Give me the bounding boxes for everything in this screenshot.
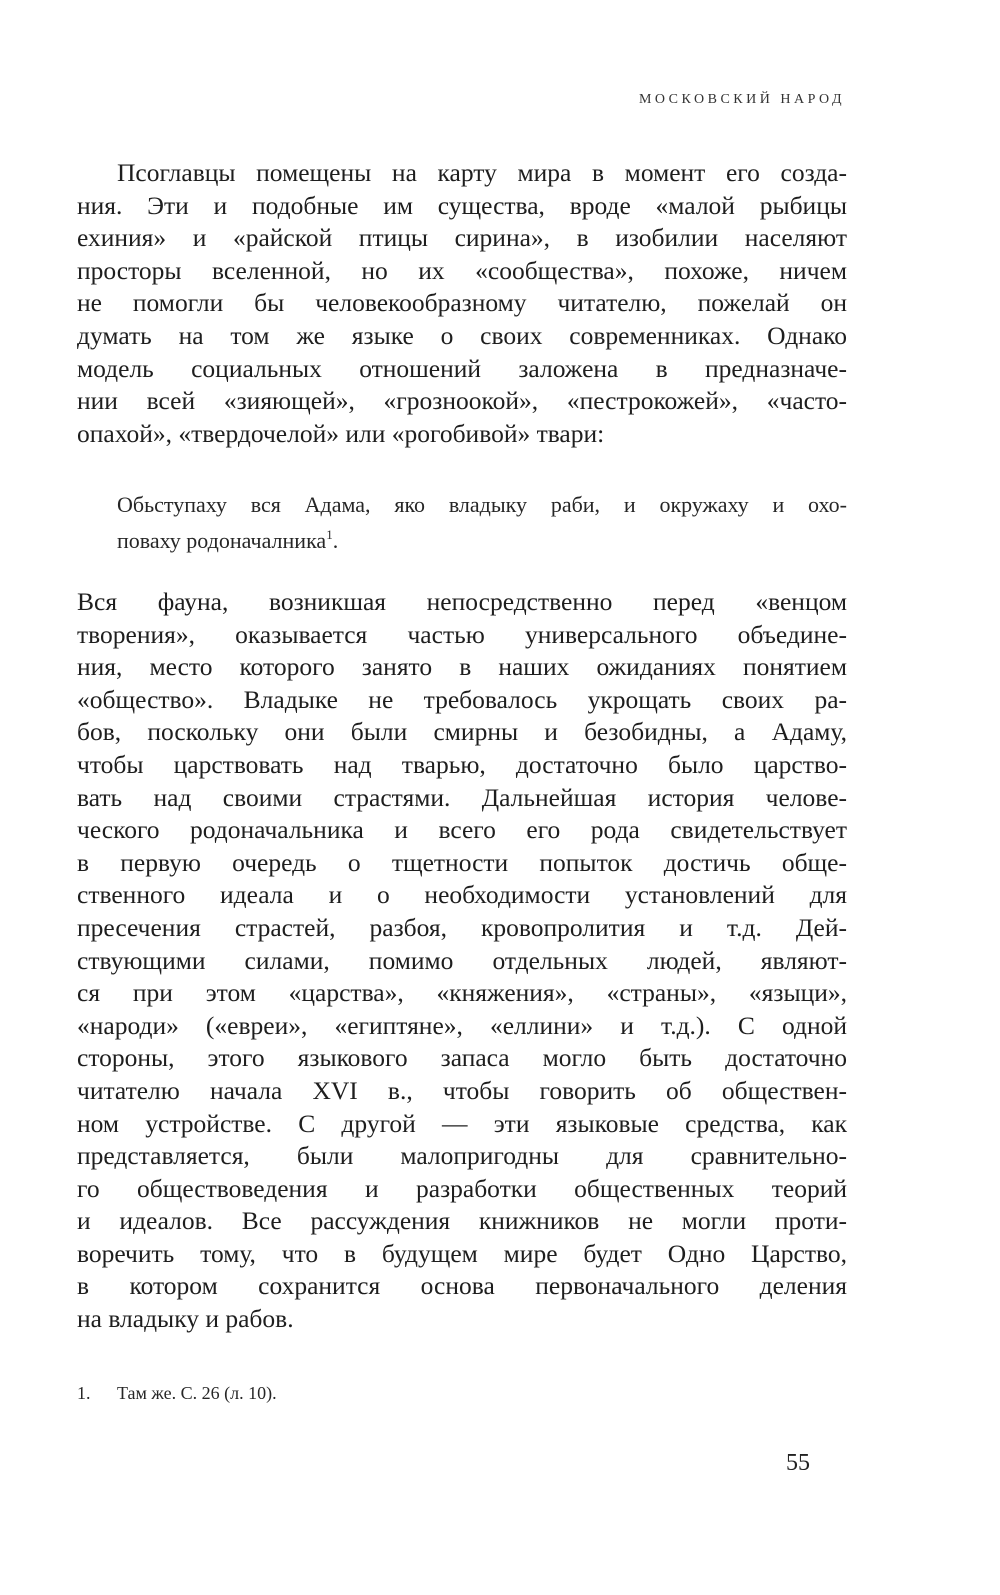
text-line: ствующими силами, помимо отдельных людей, являют- bbox=[77, 945, 847, 975]
text-line: ном устройстве. С другой — эти языковые средства, как bbox=[77, 1108, 847, 1138]
text-line: нии всей «зияющей», «грозноокой», «пестрокожей», «часто- bbox=[77, 386, 847, 416]
text-line: ния, место которого занято в наших ожиданиях понятием bbox=[77, 652, 847, 682]
footnote bbox=[77, 1383, 277, 1404]
text-line: читателю начала XVI в., чтобы говорить об обществен- bbox=[77, 1075, 847, 1105]
text-line: модель социальных отношений заложена в предназначе- bbox=[77, 353, 847, 383]
text-line: «общество». Владыке не требовалось укрощать своих ра- bbox=[77, 684, 847, 714]
quote-line-end: . bbox=[332, 528, 339, 553]
footnote-text: Там же. С. 26 (л. 10). bbox=[117, 1383, 277, 1403]
text-line: го обществоведения и разработки общественных теорий bbox=[77, 1173, 847, 1203]
footnote-number: 1. bbox=[77, 1383, 91, 1403]
text-line: чтобы царствовать над тварью, достаточно было царство- bbox=[77, 749, 847, 779]
text-line: в котором сохранится основа первоначального деления bbox=[77, 1271, 847, 1301]
text-line: думать на том же языке о своих современниках. Однако bbox=[77, 320, 847, 350]
text-line: ся при этом «царства», «княжения», «страны», «языци», bbox=[77, 978, 847, 1008]
text-line: пресечения страстей, разбоя, кровопролития и т.д. Дей- bbox=[77, 912, 847, 942]
text-line: бов, поскольку они были смирны и безобидны, а Адаму, bbox=[77, 717, 847, 747]
quote-line: Обьступаху вся Адама, яко владыку раби, и окружаху и охо- bbox=[117, 492, 847, 517]
text-line: вать над своими страстями. Дальнейшая история челове- bbox=[77, 782, 847, 812]
quote-line-text: поваху родоначалника bbox=[117, 528, 327, 553]
text-line: на владыку и рабов. bbox=[77, 1304, 294, 1334]
text-line: Псоглавцы помещены на карту мира в момент его созда- bbox=[117, 158, 847, 187]
text-line: не помогли бы человекообразному читателю, пожелай он bbox=[77, 288, 847, 318]
text-line: представляется, были малопригодны для сравнительно- bbox=[77, 1141, 847, 1171]
running-head: МОСКОВСКИЙ НАРОД bbox=[638, 92, 845, 107]
paragraph-1 bbox=[77, 157, 847, 450]
text-line: «народи» («евреи», «египтяне», «еллини» и т.д.). С одной bbox=[77, 1010, 847, 1040]
text-line: воречить тому, что в будущем мире будет Одно Царство, bbox=[77, 1238, 847, 1268]
text-line: в первую очередь о тщетности попыток достичь обще- bbox=[77, 847, 847, 877]
quote-line bbox=[117, 523, 847, 559]
text-line: опахой», «твердочелой» или «рогобивой» твари: bbox=[77, 418, 605, 448]
footnote-reference: 1 bbox=[326, 527, 333, 542]
text-line: и идеалов. Все рассуждения книжников не могли проти- bbox=[77, 1206, 847, 1236]
text-line: просторы вселенной, но их «сообщества», похоже, ничем bbox=[77, 255, 847, 285]
text-line: ственного идеала и о необходимости установлений для bbox=[77, 880, 847, 910]
text-line: творения», оказывается частью универсального объедине- bbox=[77, 619, 847, 649]
text-line: стороны, этого языкового запаса могло быть достаточно bbox=[77, 1043, 847, 1073]
text-line: ния. Эти и подобные им существа, вроде «малой рыбицы bbox=[77, 190, 847, 220]
text-line: Вся фауна, возникшая непосредственно перед «венцом bbox=[77, 587, 847, 616]
text-line: ехиния» и «райской птицы сирина», в изобилии населяют bbox=[77, 223, 847, 253]
block-quote bbox=[117, 487, 847, 559]
page-number: 55 bbox=[786, 1450, 810, 1476]
paragraph-2 bbox=[77, 586, 847, 1336]
text-line: ческого родоначальника и всего его рода свидетельствует bbox=[77, 815, 847, 845]
